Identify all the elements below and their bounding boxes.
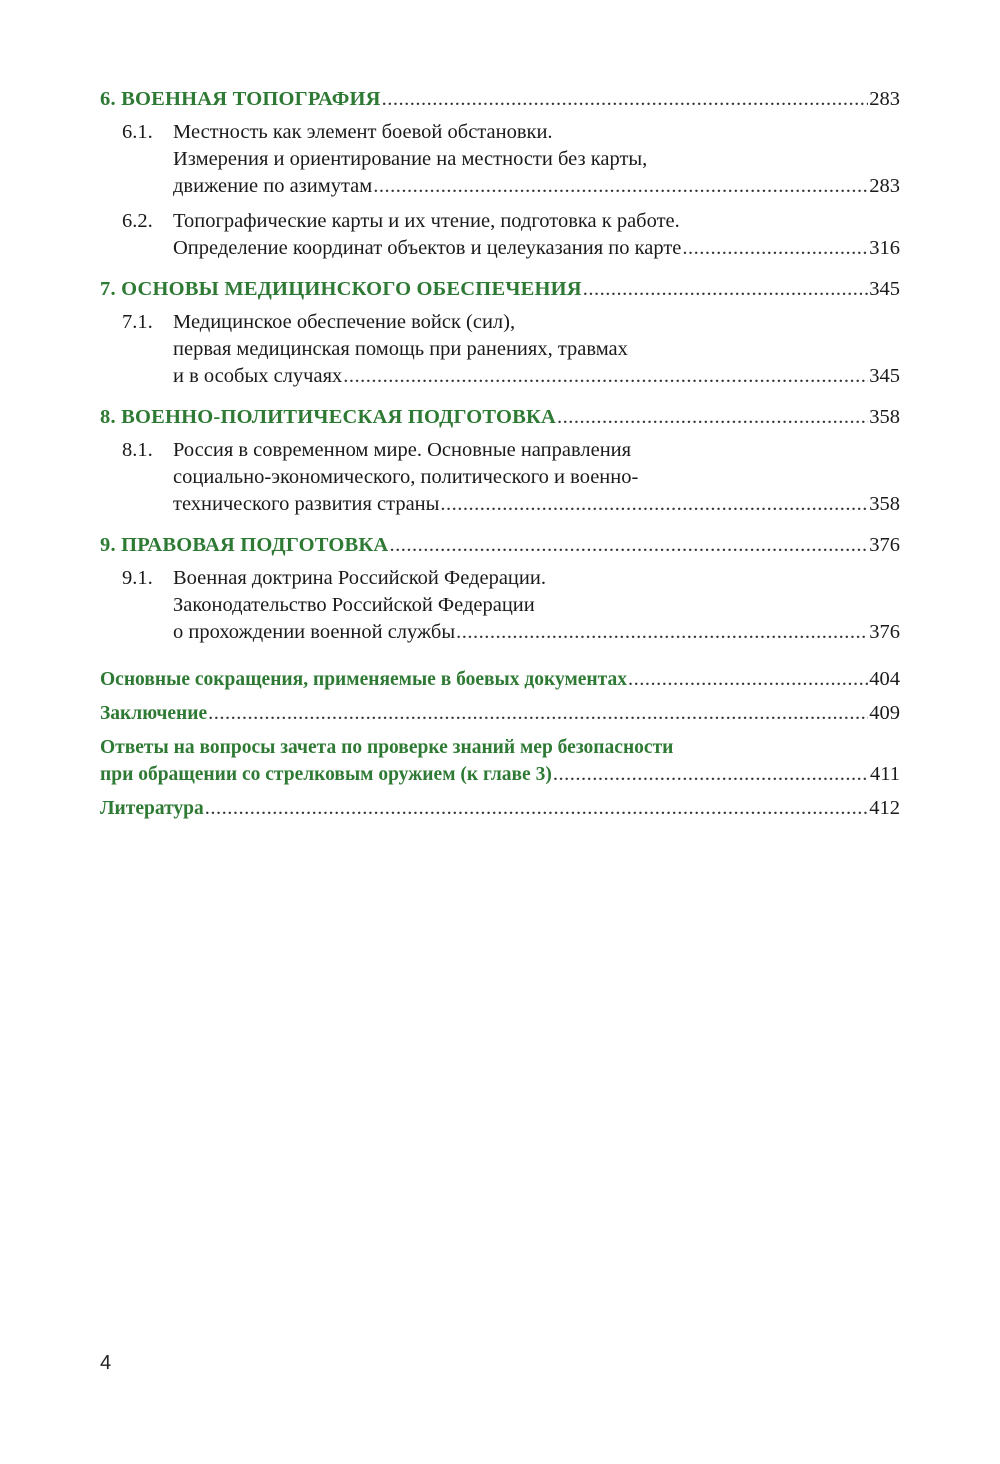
section-text: и в особых случаях [173, 365, 343, 387]
section-text: Россия в современном мире. Основные направления [173, 439, 632, 461]
dot-leader [583, 276, 869, 303]
section-text: Медицинское обеспечение войск (сил), [173, 311, 516, 333]
page-ref: 412 [869, 797, 900, 819]
dot-leader [628, 666, 868, 693]
dot-leader [389, 532, 868, 559]
toc-section-6-1[interactable] [100, 119, 900, 200]
section-text: Военная доктрина Российской Федерации. [173, 567, 546, 589]
dot-leader [373, 173, 868, 200]
toc-abbreviations[interactable] [100, 666, 900, 693]
page-ref: 358 [869, 406, 900, 428]
page-ref: 411 [870, 763, 900, 785]
page-ref: 345 [869, 278, 900, 300]
section-line-last [100, 173, 900, 200]
section-text: первая медицинская помощь при ранениях, травмах [173, 338, 628, 360]
section-text: о прохождении военной службы [173, 621, 456, 643]
section-text: технического развития страны [173, 493, 440, 515]
toc-answers[interactable] [100, 734, 900, 788]
section-line [100, 565, 900, 592]
toc-section-9-1[interactable] [100, 565, 900, 646]
dot-leader [205, 795, 868, 822]
section-text: Топографические карты и их чтение, подготовка к работе. [173, 210, 680, 232]
toc-section-6-2[interactable] [100, 208, 900, 262]
dot-leader [343, 363, 868, 390]
chapter-title: 9. ПРАВОВАЯ ПОДГОТОВКА [100, 534, 389, 556]
toc-literature[interactable] [100, 795, 900, 822]
dot-leader [553, 761, 869, 788]
page-ref: 345 [869, 365, 900, 387]
section-number: 7.1. [122, 311, 153, 333]
dot-leader [682, 235, 868, 262]
dot-leader [456, 619, 868, 646]
page-ref: 376 [869, 621, 900, 643]
page-ref: 316 [869, 237, 900, 259]
toc-chapter-6[interactable] [100, 86, 900, 113]
page-ref: 358 [869, 493, 900, 515]
dot-leader [382, 86, 869, 113]
section-line [100, 309, 900, 336]
section-text: Местность как элемент боевой обстановки. [173, 121, 553, 143]
section-line [100, 208, 900, 235]
toc-conclusion[interactable] [100, 700, 900, 727]
toc-section-7-1[interactable] [100, 309, 900, 390]
section-text: Определение координат объектов и целеуказания по карте [173, 237, 682, 259]
page-ref: 283 [869, 175, 900, 197]
section-number: 9.1. [122, 567, 153, 589]
back-title: Заключение [100, 703, 208, 724]
section-text: Измерения и ориентирование на местности без карты, [173, 148, 648, 170]
back-title-line-1: Ответы на вопросы зачета по проверке знаний мер безопасности [100, 737, 674, 758]
section-line [100, 146, 900, 173]
section-line-last [100, 491, 900, 518]
page-ref: 409 [869, 702, 900, 724]
toc-section-8-1[interactable] [100, 437, 900, 518]
back-title: Литература [100, 798, 204, 819]
section-number: 6.1. [122, 121, 153, 143]
section-line [100, 437, 900, 464]
section-line [100, 464, 900, 491]
chapter-title: 7. ОСНОВЫ МЕДИЦИНСКОГО ОБЕСПЕЧЕНИЯ [100, 278, 582, 300]
section-line-last [100, 363, 900, 390]
toc-chapter-7[interactable] [100, 276, 900, 303]
section-line [100, 119, 900, 146]
dot-leader [208, 700, 868, 727]
dot-leader [440, 491, 868, 518]
section-text: социально-экономического, политического и военно- [173, 466, 639, 488]
section-text: движение по азимутам [173, 175, 373, 197]
chapter-title: 8. ВОЕННО-ПОЛИТИЧЕСКАЯ ПОДГОТОВКА [100, 406, 557, 428]
chapter-title: 6. ВОЕННАЯ ТОПОГРАФИЯ [100, 88, 381, 110]
table-of-contents [100, 86, 900, 822]
page-ref: 404 [869, 668, 900, 690]
page-number: 4 [100, 1352, 112, 1374]
toc-chapter-9[interactable] [100, 532, 900, 559]
page-ref: 376 [869, 534, 900, 556]
section-line [100, 592, 900, 619]
section-number: 6.2. [122, 210, 153, 232]
back-title: при обращении со стрелковым оружием (к главе 3) [100, 764, 552, 785]
section-text: Законодательство Российской Федерации [173, 594, 535, 616]
section-line-last [100, 619, 900, 646]
section-line [100, 336, 900, 363]
back-title-line-2 [100, 761, 900, 788]
back-title: Основные сокращения, применяемые в боевых документах [100, 669, 627, 690]
page-ref: 283 [869, 88, 900, 110]
dot-leader [557, 404, 868, 431]
toc-chapter-8[interactable] [100, 404, 900, 431]
section-number: 8.1. [122, 439, 153, 461]
section-line-last [100, 235, 900, 262]
